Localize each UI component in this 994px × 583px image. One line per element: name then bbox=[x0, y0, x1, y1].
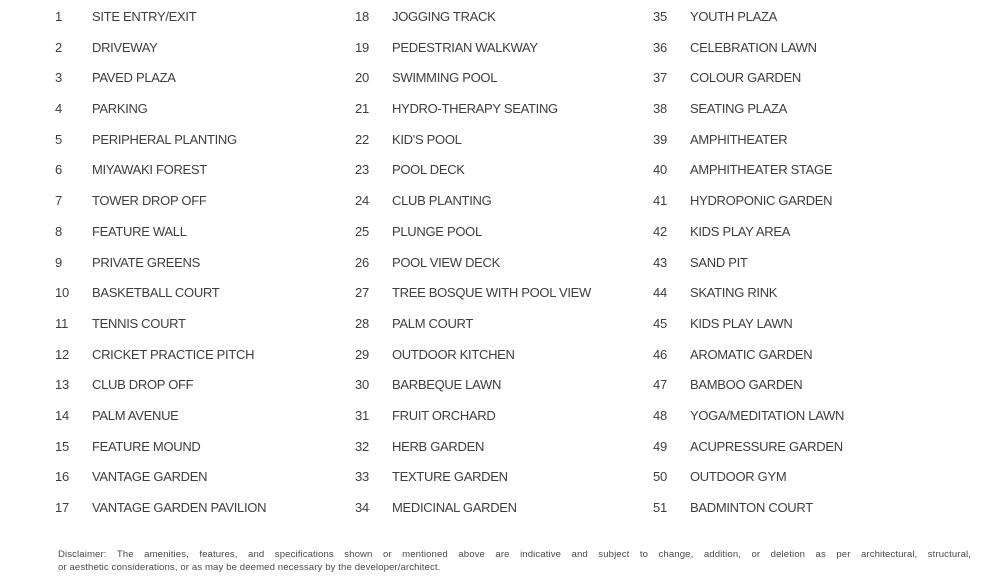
list-item bbox=[355, 71, 645, 102]
item-label: TEXTURE GARDEN bbox=[392, 469, 508, 485]
item-label: OUTDOOR KITCHEN bbox=[392, 346, 515, 362]
list-item bbox=[55, 41, 350, 72]
list-item bbox=[653, 378, 983, 409]
list-item bbox=[355, 256, 645, 287]
list-item bbox=[355, 470, 645, 501]
item-label: TENNIS COURT bbox=[92, 315, 186, 331]
list-item bbox=[653, 163, 983, 194]
item-number: 8 bbox=[55, 223, 63, 239]
list-item bbox=[653, 286, 983, 317]
item-number: 40 bbox=[653, 162, 668, 178]
disclaimer-line-2: or aesthetic considerations, or as may be deemed necessary by the developer/architect. bbox=[58, 562, 441, 573]
item-number: 11 bbox=[55, 315, 69, 331]
amenities-column-1 bbox=[55, 10, 350, 532]
item-label: AMPHITHEATER bbox=[690, 131, 788, 147]
item-label: FRUIT ORCHARD bbox=[392, 407, 496, 423]
item-number: 46 bbox=[653, 346, 668, 362]
list-item bbox=[653, 194, 983, 225]
item-number: 4 bbox=[55, 101, 63, 117]
item-number: 43 bbox=[653, 254, 668, 270]
list-item bbox=[355, 348, 645, 379]
item-number: 17 bbox=[55, 500, 70, 515]
item-label: PALM AVENUE bbox=[92, 407, 179, 423]
list-item bbox=[355, 133, 645, 164]
item-label: MEDICINAL GARDEN bbox=[392, 500, 517, 515]
list-item bbox=[55, 440, 350, 471]
item-label: SEATING PLAZA bbox=[690, 101, 787, 117]
list-item bbox=[355, 194, 645, 225]
list-item bbox=[355, 286, 645, 317]
item-number: 10 bbox=[55, 285, 70, 301]
item-label: FEATURE MOUND bbox=[92, 438, 201, 454]
item-label: PEDESTRIAN WALKWAY bbox=[392, 39, 538, 55]
list-item bbox=[55, 501, 350, 532]
list-item bbox=[653, 317, 983, 348]
list-item bbox=[355, 378, 645, 409]
list-item bbox=[355, 317, 645, 348]
list-item bbox=[653, 10, 983, 41]
item-label: HERB GARDEN bbox=[392, 438, 485, 454]
item-label: BAMBOO GARDEN bbox=[690, 377, 803, 393]
item-label: SITE ENTRY/EXIT bbox=[92, 9, 197, 24]
item-label: CLUB PLANTING bbox=[392, 193, 492, 209]
item-label: POOL VIEW DECK bbox=[392, 254, 501, 270]
item-label: HYDROPONIC GARDEN bbox=[690, 193, 833, 209]
item-number: 5 bbox=[55, 131, 63, 147]
item-label: SAND PIT bbox=[690, 254, 748, 270]
list-item bbox=[355, 41, 645, 72]
list-item bbox=[653, 133, 983, 164]
item-number: 30 bbox=[355, 377, 370, 393]
item-number: 41 bbox=[653, 193, 668, 209]
item-label: VANTAGE GARDEN bbox=[92, 469, 208, 485]
item-label: TREE BOSQUE WITH POOL VIEW bbox=[392, 285, 592, 301]
amenities-column-2 bbox=[355, 10, 645, 532]
item-number: 14 bbox=[55, 407, 70, 423]
item-label: KID'S POOL bbox=[392, 131, 462, 147]
item-number: 18 bbox=[355, 9, 370, 24]
item-number: 35 bbox=[653, 9, 668, 24]
list-item bbox=[55, 102, 350, 133]
list-item bbox=[55, 317, 350, 348]
item-label: PAVED PLAZA bbox=[92, 70, 176, 86]
item-label: VANTAGE GARDEN PAVILION bbox=[92, 500, 267, 515]
item-label: AROMATIC GARDEN bbox=[690, 346, 813, 362]
item-number: 12 bbox=[55, 346, 70, 362]
item-label: BARBEQUE LAWN bbox=[392, 377, 502, 393]
item-number: 2 bbox=[55, 39, 63, 55]
list-item bbox=[55, 378, 350, 409]
list-item bbox=[55, 348, 350, 379]
item-number: 48 bbox=[653, 407, 668, 423]
item-number: 6 bbox=[55, 162, 63, 178]
item-label: AMPHITHEATER STAGE bbox=[690, 162, 833, 178]
list-item bbox=[653, 470, 983, 501]
disclaimer bbox=[58, 548, 971, 574]
item-label: PALM COURT bbox=[392, 315, 474, 331]
list-item bbox=[355, 440, 645, 471]
item-number: 7 bbox=[55, 193, 63, 209]
list-item bbox=[55, 409, 350, 440]
item-number: 50 bbox=[653, 469, 668, 485]
list-item bbox=[355, 163, 645, 194]
item-label: BASKETBALL COURT bbox=[92, 285, 220, 301]
item-number: 23 bbox=[355, 162, 370, 178]
item-label: PRIVATE GREENS bbox=[92, 254, 201, 270]
item-label: SWIMMING POOL bbox=[392, 70, 498, 86]
item-label: BADMINTON COURT bbox=[690, 500, 813, 515]
item-number: 33 bbox=[355, 469, 370, 485]
item-label: YOUTH PLAZA bbox=[690, 9, 777, 24]
item-number: 1 bbox=[55, 9, 63, 24]
item-number: 13 bbox=[55, 377, 70, 393]
item-label: OUTDOOR GYM bbox=[690, 469, 787, 485]
item-number: 16 bbox=[55, 469, 70, 485]
item-number: 47 bbox=[653, 377, 668, 393]
item-label: JOGGING TRACK bbox=[392, 9, 496, 24]
list-item bbox=[55, 286, 350, 317]
list-item bbox=[653, 256, 983, 287]
item-label: SKATING RINK bbox=[690, 285, 778, 301]
item-label: FEATURE WALL bbox=[92, 223, 187, 239]
list-item bbox=[653, 102, 983, 133]
item-number: 38 bbox=[653, 101, 668, 117]
item-number: 27 bbox=[355, 285, 370, 301]
item-label: KIDS PLAY AREA bbox=[690, 223, 791, 239]
item-number: 37 bbox=[653, 70, 668, 86]
list-item bbox=[355, 409, 645, 440]
item-number: 36 bbox=[653, 39, 668, 55]
list-item bbox=[55, 225, 350, 256]
item-label: COLOUR GARDEN bbox=[690, 70, 801, 86]
list-item bbox=[653, 501, 983, 532]
list-item bbox=[55, 470, 350, 501]
list-item bbox=[653, 71, 983, 102]
item-number: 19 bbox=[355, 39, 370, 55]
item-number: 26 bbox=[355, 254, 370, 270]
item-label: CLUB DROP OFF bbox=[92, 377, 194, 393]
list-item bbox=[55, 133, 350, 164]
item-number: 44 bbox=[653, 285, 668, 301]
list-item bbox=[355, 501, 645, 532]
list-item bbox=[55, 163, 350, 194]
item-number: 24 bbox=[355, 193, 370, 209]
list-item bbox=[355, 225, 645, 256]
item-number: 42 bbox=[653, 223, 668, 239]
item-number: 31 bbox=[355, 407, 370, 423]
amenities-column-3 bbox=[653, 10, 983, 532]
item-label: POOL DECK bbox=[392, 162, 465, 178]
item-label: PERIPHERAL PLANTING bbox=[92, 131, 237, 147]
item-number: 22 bbox=[355, 131, 370, 147]
list-item bbox=[355, 10, 645, 41]
list-item bbox=[355, 102, 645, 133]
item-label: DRIVEWAY bbox=[92, 39, 158, 55]
item-number: 21 bbox=[355, 101, 370, 117]
item-number: 49 bbox=[653, 438, 668, 454]
item-number: 15 bbox=[55, 438, 70, 454]
item-number: 32 bbox=[355, 438, 370, 454]
list-item bbox=[55, 71, 350, 102]
item-number: 45 bbox=[653, 315, 668, 331]
disclaimer-line-1: Disclaimer: The amenities, features, and specifications shown or mentioned above are indicative and subject to change, addition, or deletion as per architectural, structural, bbox=[58, 549, 971, 560]
item-label: TOWER DROP OFF bbox=[92, 193, 207, 209]
list-item bbox=[653, 225, 983, 256]
list-item bbox=[653, 348, 983, 379]
item-label: MIYAWAKI FOREST bbox=[92, 162, 207, 178]
item-label: KIDS PLAY LAWN bbox=[690, 315, 793, 331]
item-label: HYDRO-THERAPY SEATING bbox=[392, 101, 558, 117]
item-label: PARKING bbox=[92, 101, 148, 117]
item-number: 34 bbox=[355, 500, 370, 515]
item-number: 25 bbox=[355, 223, 370, 239]
item-label: CELEBRATION LAWN bbox=[690, 39, 817, 55]
item-label: ACUPRESSURE GARDEN bbox=[690, 438, 843, 454]
list-item bbox=[55, 256, 350, 287]
item-number: 39 bbox=[653, 131, 668, 147]
item-number: 9 bbox=[55, 254, 63, 270]
list-item bbox=[55, 194, 350, 225]
item-number: 28 bbox=[355, 315, 370, 331]
item-number: 29 bbox=[355, 346, 370, 362]
item-number: 51 bbox=[653, 500, 668, 515]
list-item bbox=[653, 440, 983, 471]
list-item bbox=[653, 409, 983, 440]
item-number: 3 bbox=[55, 70, 63, 86]
item-number: 20 bbox=[355, 70, 370, 86]
list-item bbox=[653, 41, 983, 72]
list-item bbox=[55, 10, 350, 41]
item-label: CRICKET PRACTICE PITCH bbox=[92, 346, 255, 362]
item-label: YOGA/MEDITATION LAWN bbox=[690, 407, 845, 423]
item-label: PLUNGE POOL bbox=[392, 223, 482, 239]
